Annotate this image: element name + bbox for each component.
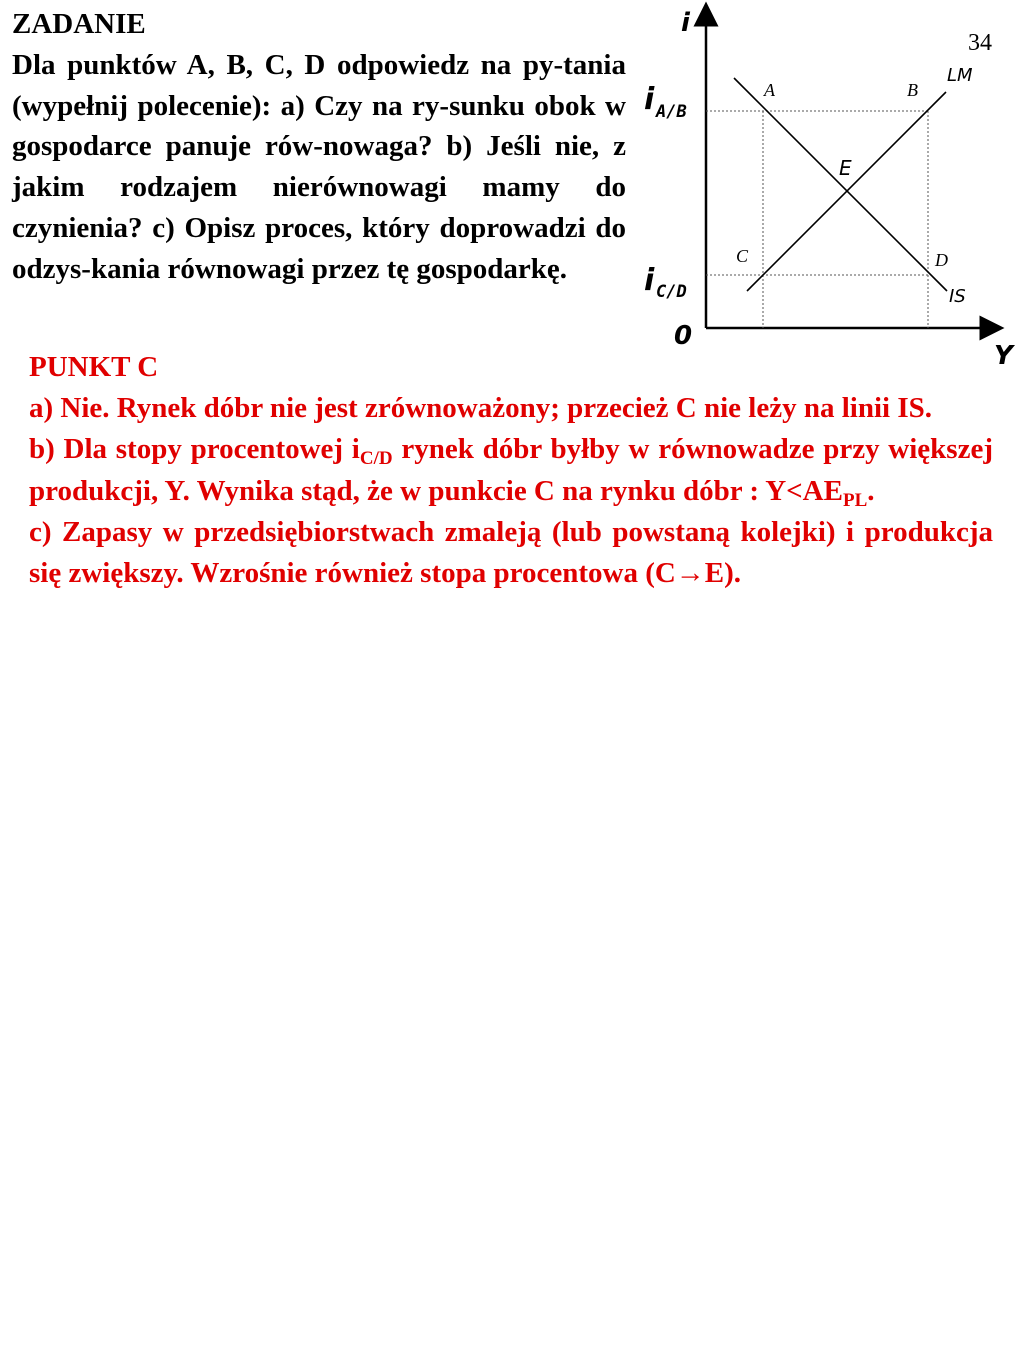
answer-b-end: . — [867, 474, 875, 507]
axis-y-label: i — [681, 8, 690, 38]
answer-heading: PUNKT C — [29, 351, 159, 383]
task-body: Dla punktów A, B, C, D odpowiedz na py-tania (wypełnij polecenie): a) Czy na ry-sunku obok w gospodarce panuje rów-nowaga? b) Jeśli nie, z jakim rodzajem nierównowagi mamy do czynienia? c) Opisz proces, który doprowadzi do odzys-kania równowagi przez tę gospodarkę. — [12, 48, 626, 285]
point-a-label: A — [764, 80, 775, 100]
rate-high-sub: A/B — [656, 102, 687, 122]
task-title: ZADANIE — [12, 8, 146, 40]
answer-block — [29, 347, 993, 594]
slide-number: 34 — [968, 30, 992, 56]
answer-b-mid: rynek dóbr byłby w równowadze przy większej produkcji, Y. Wynika stąd, że w punkcie C na rynku dóbr : Y<AE — [29, 433, 993, 507]
rate-high-main: i — [644, 82, 655, 117]
task-text-block — [12, 4, 626, 290]
answer-b-pre: b) Dla stopy procentowej i — [29, 433, 360, 466]
is-label: IS — [949, 286, 966, 307]
is-lm-diagram-svg — [630, 0, 1024, 380]
rate-low-sub: C/D — [656, 282, 687, 302]
point-c-label: C — [736, 246, 749, 266]
rate-low-main: i — [644, 263, 655, 298]
is-curve — [734, 78, 947, 291]
answer-c: c) Zapasy w przedsiębiorstwach zmaleją (lub powstaną kolejki) i produkcja się zwiększy. Wzrośnie również stopa procentowa (C→E). — [29, 515, 993, 590]
lm-label: LM — [947, 65, 973, 86]
answer-b — [29, 429, 993, 511]
answer-a: a) Nie. Rynek dóbr nie jest zrównoważony; przecież C nie leży na linii IS. — [29, 392, 932, 425]
point-e-label: E — [839, 156, 852, 180]
answer-b-sub2: PL — [842, 489, 868, 511]
is-lm-diagram — [630, 0, 1024, 380]
point-d-label: D — [935, 250, 948, 270]
point-b-label: B — [907, 80, 918, 100]
answer-b-sub: C/D — [359, 448, 393, 470]
axis-x-label: Y — [994, 341, 1013, 371]
origin-label: 0 — [674, 321, 693, 351]
